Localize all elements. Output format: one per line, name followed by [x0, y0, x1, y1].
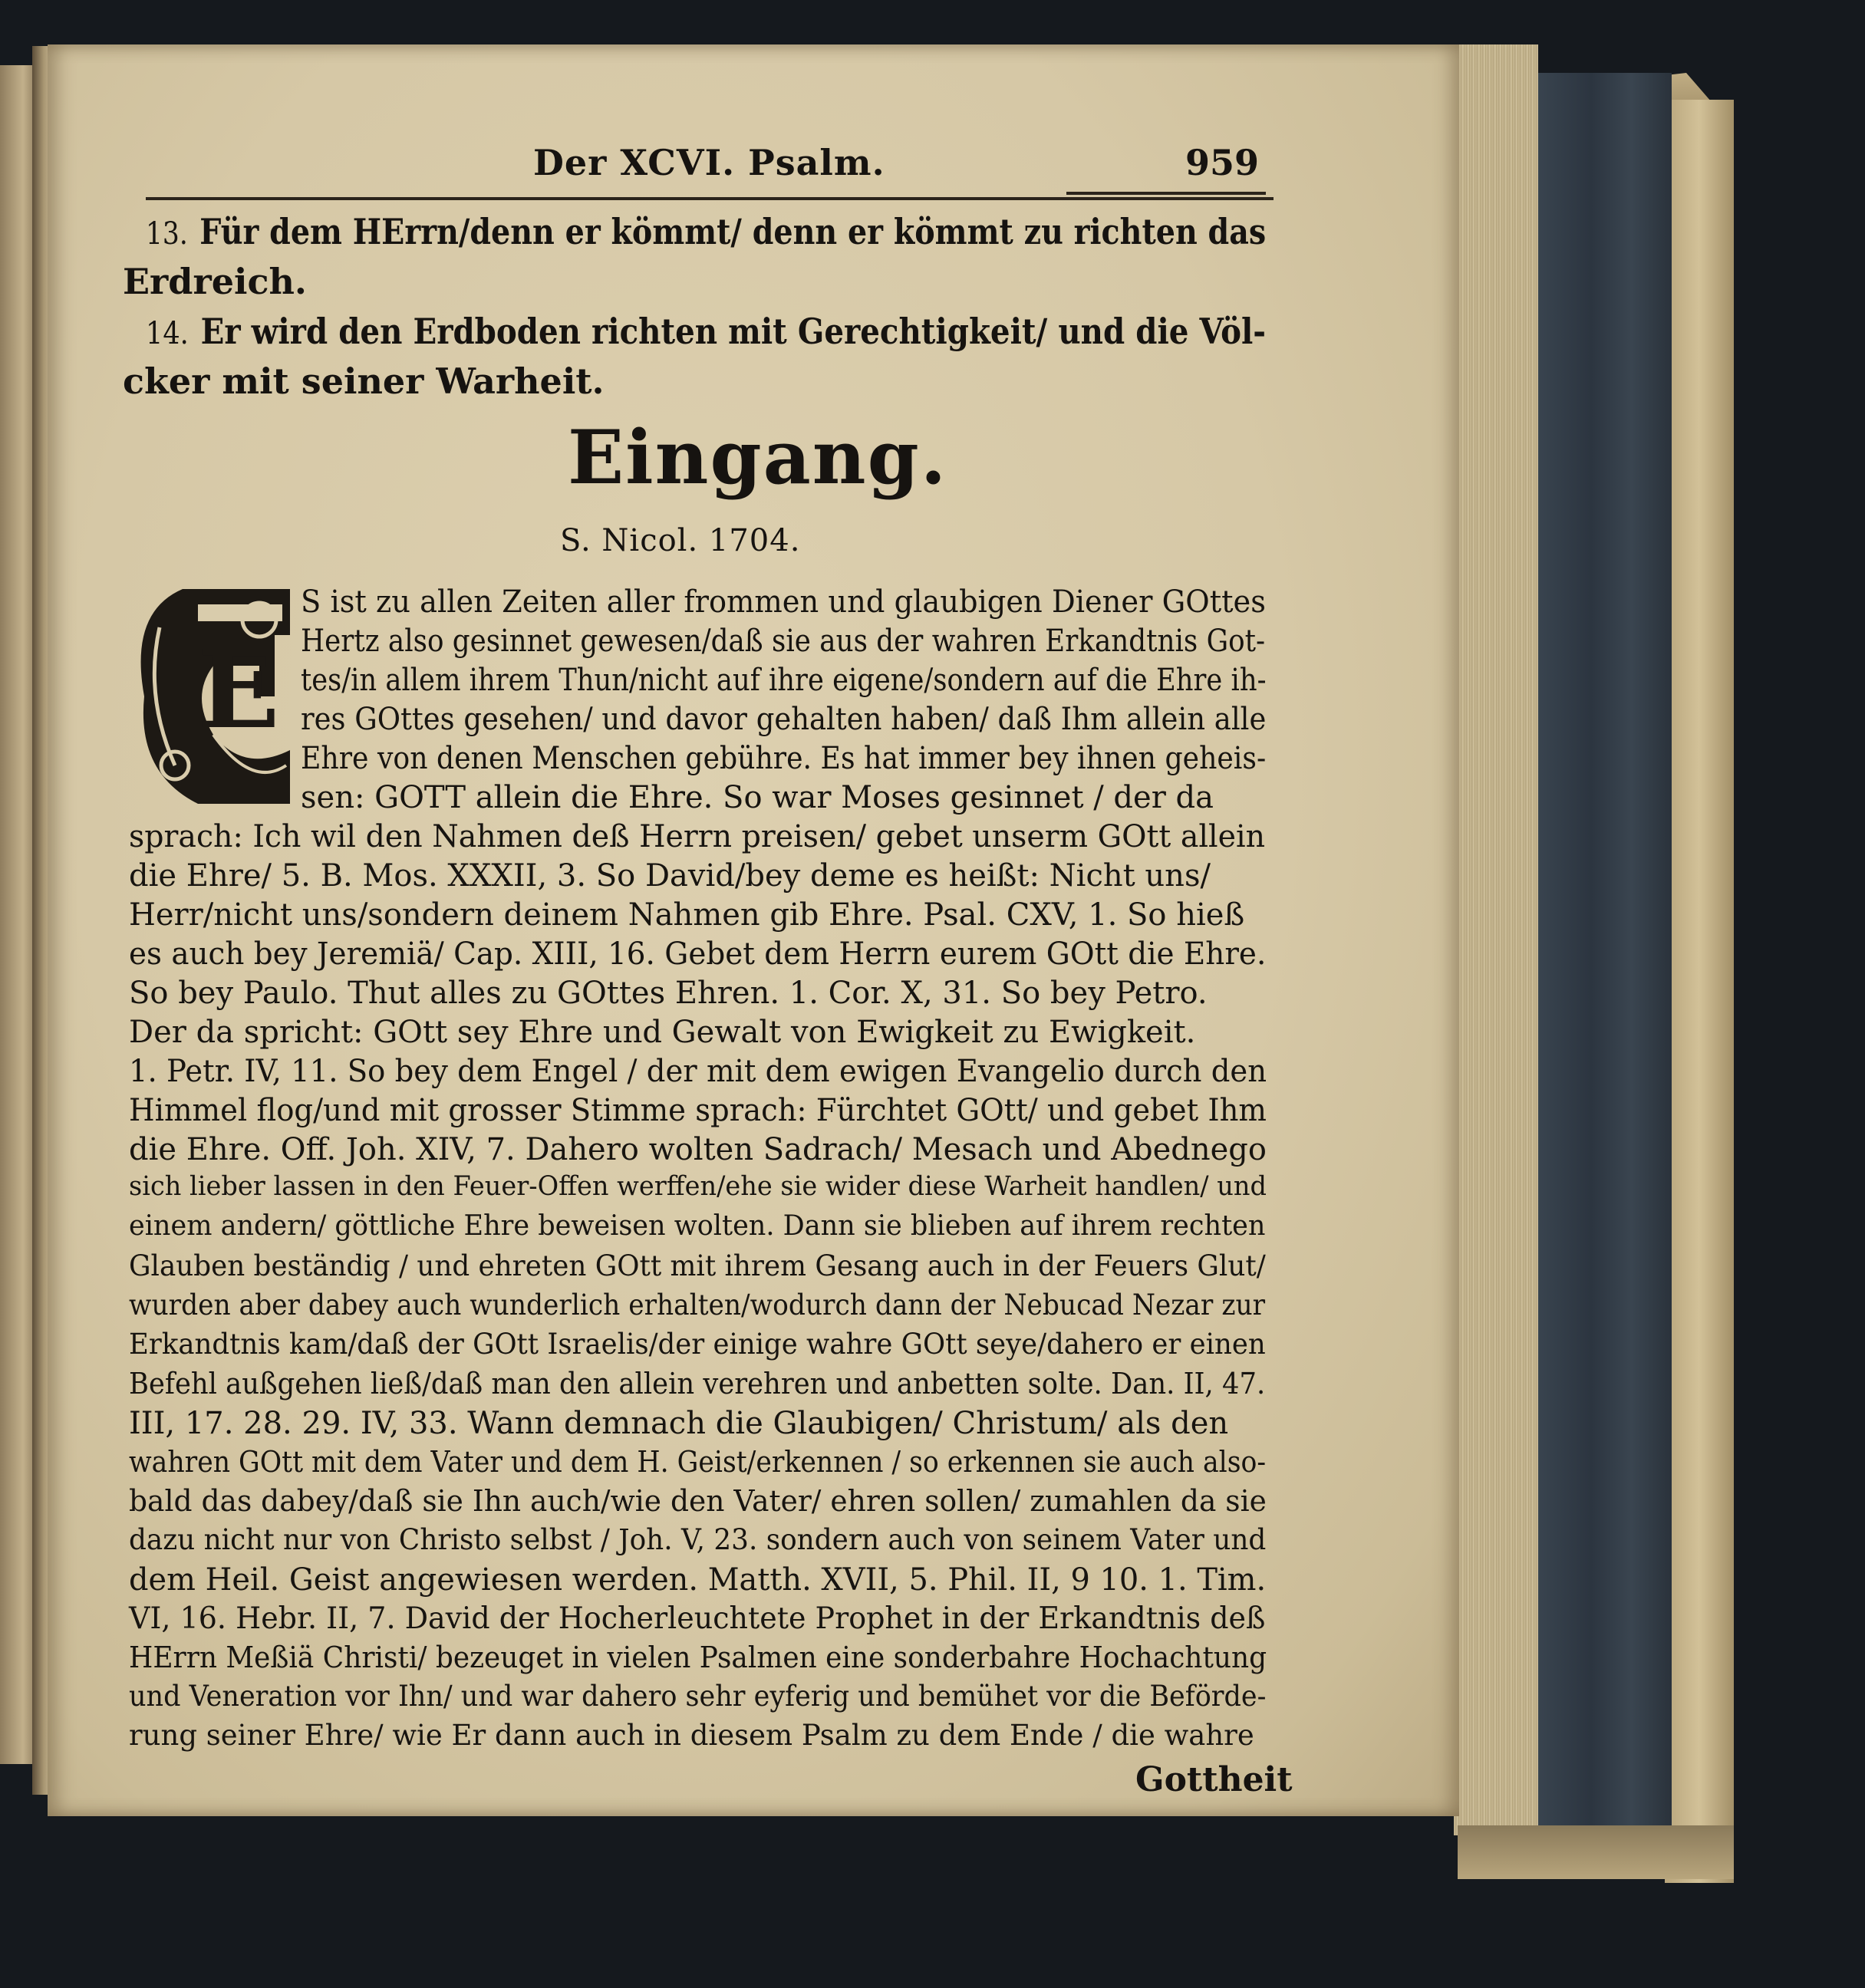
body-line: HErrn Meßiä Christi/ bezeuget in vielen Psalmen eine sonderbahre Hochachtung	[129, 1641, 1267, 1674]
page-number: 959	[1185, 142, 1260, 183]
decorated-initial	[129, 581, 298, 811]
verse-14-line-2: cker mit seiner Warheit.	[123, 360, 605, 402]
body-line: einem andern/ göttliche Ehre beweisen wolten. Dann sie blieben auf ihrem rechten	[129, 1210, 1266, 1242]
body-line: es auch bey Jeremiä/ Cap. XIII, 16. Gebet dem Herrn eurem GOtt die Ehre.	[129, 936, 1267, 972]
body-line: So bey Paulo. Thut alles zu GOttes Ehren. 1. Cor. X, 31. So bey Petro.	[129, 976, 1208, 1011]
body-line: bald das dabey/daß sie Ihn auch/wie den Vater/ ehren sollen/ zumahlen da sie	[129, 1484, 1267, 1518]
header-rule	[146, 197, 1274, 200]
verse-number: 13.	[146, 216, 188, 252]
source-attribution: S. Nicol. 1704.	[560, 523, 801, 558]
page-block-edge	[1534, 73, 1672, 1837]
body-line: Befehl außgehen ließ/daß man den allein verehren und anbetten solte. Dan. II, 47.	[129, 1367, 1266, 1400]
body-line: wurden aber dabey auch wunderlich erhalten/wodurch dann der Nebucad Nezar zur	[129, 1289, 1266, 1321]
body-line: rung seiner Ehre/ wie Er dann auch in diesem Psalm zu dem Ende / die wahre	[129, 1719, 1254, 1752]
verse-text: Für dem HErrn/denn er kömmt/ denn er kömmt zu richten das	[199, 211, 1267, 252]
body-line: tes/in allem ihrem Thun/nicht auf ihre eigene/sondern auf die Ehre ih-	[301, 663, 1267, 698]
catchword: Gottheit	[1135, 1760, 1293, 1799]
body-line: VI, 16. Hebr. II, 7. David der Hocherleuchtete Prophet in der Erkandtnis deß	[129, 1601, 1266, 1636]
section-heading: Eingang.	[568, 414, 948, 501]
initial-letter: E	[198, 627, 280, 753]
body-line: wahren GOtt mit dem Vater und dem H. Geist/erkennen / so erkennen sie auch also-	[129, 1445, 1267, 1479]
body-line: und Veneration vor Ihn/ und war dahero sehr eyferig und bemühet vor die Beförde-	[129, 1680, 1267, 1713]
header-rule-accent	[1066, 192, 1266, 195]
verse-number: 14.	[146, 316, 189, 351]
body-line: Ehre von denen Menschen gebühre. Es hat immer bey ihnen geheis-	[301, 741, 1267, 776]
body-line: sprach: Ich wil den Nahmen deß Herrn preisen/ gebet unserm GOtt allein	[129, 819, 1266, 854]
body-line: die Ehre/ 5. B. Mos. XXXII, 3. So David/bey deme es heißt: Nicht uns/	[129, 858, 1211, 894]
body-line: III, 17. 28. 29. IV, 33. Wann demnach die Glaubigen/ Christum/ als den	[129, 1406, 1229, 1441]
body-line: S ist zu allen Zeiten aller frommen und glaubigen Diener GOttes	[301, 584, 1266, 620]
verse-13-line-1	[146, 211, 1266, 252]
verse-text: Er wird den Erdboden richten mit Gerechtigkeit/ und die Völ-	[200, 311, 1267, 352]
body-line: die Ehre. Off. Joh. XIV, 7. Dahero wolten Sadrach/ Mesach und Abednego	[129, 1132, 1267, 1167]
body-line: dem Heil. Geist angewiesen werden. Matth. XVII, 5. Phil. II, 9 10. 1. Tim.	[129, 1562, 1267, 1598]
body-line: Himmel flog/und mit grosser Stimme sprach: Fürchtet GOtt/ und gebet Ihm	[129, 1093, 1267, 1128]
body-line: Glauben beständig / und ehreten GOtt mit ihrem Gesang auch in der Feuers Glut/	[129, 1249, 1266, 1282]
body-line: Der da spricht: GOtt sey Ehre und Gewalt von Ewigkeit zu Ewigkeit.	[129, 1015, 1196, 1050]
body-line: Herr/nicht uns/sondern deinem Nahmen gib Ehre. Psal. CXV, 1. So hieß	[129, 897, 1245, 933]
running-head: Der XCVI. Psalm.	[533, 142, 885, 183]
body-line: res GOttes gesehen/ und davor gehalten haben/ daß Ihm allein alle	[301, 702, 1267, 737]
body-line: 1. Petr. IV, 11. So bey dem Engel / der mit dem ewigen Evangelio durch den	[129, 1054, 1267, 1089]
body-line: Erkandtnis kam/daß der GOtt Israelis/der einige wahre GOtt seye/dahero er einen	[129, 1328, 1266, 1361]
body-line: sen: GOTT allein die Ehre. So war Moses gesinnet / der da	[301, 780, 1214, 815]
verse-14-line-1	[146, 311, 1266, 352]
page-stack	[1454, 44, 1538, 1835]
verse-13-line-2: Erdreich.	[123, 261, 307, 302]
body-line: Hertz also gesinnet gewesen/daß sie aus der wahren Erkandtnis Got-	[301, 624, 1266, 659]
body-line: sich lieber lassen in den Feuer-Offen werffen/ehe sie wider diese Warheit handlen/ und	[129, 1171, 1267, 1202]
body-line: dazu nicht nur von Christo selbst / Joh. V, 23. sondern auch von seinem Vater und	[129, 1523, 1267, 1556]
book-cover	[1665, 100, 1734, 1883]
cover-bottom	[1458, 1825, 1734, 1879]
